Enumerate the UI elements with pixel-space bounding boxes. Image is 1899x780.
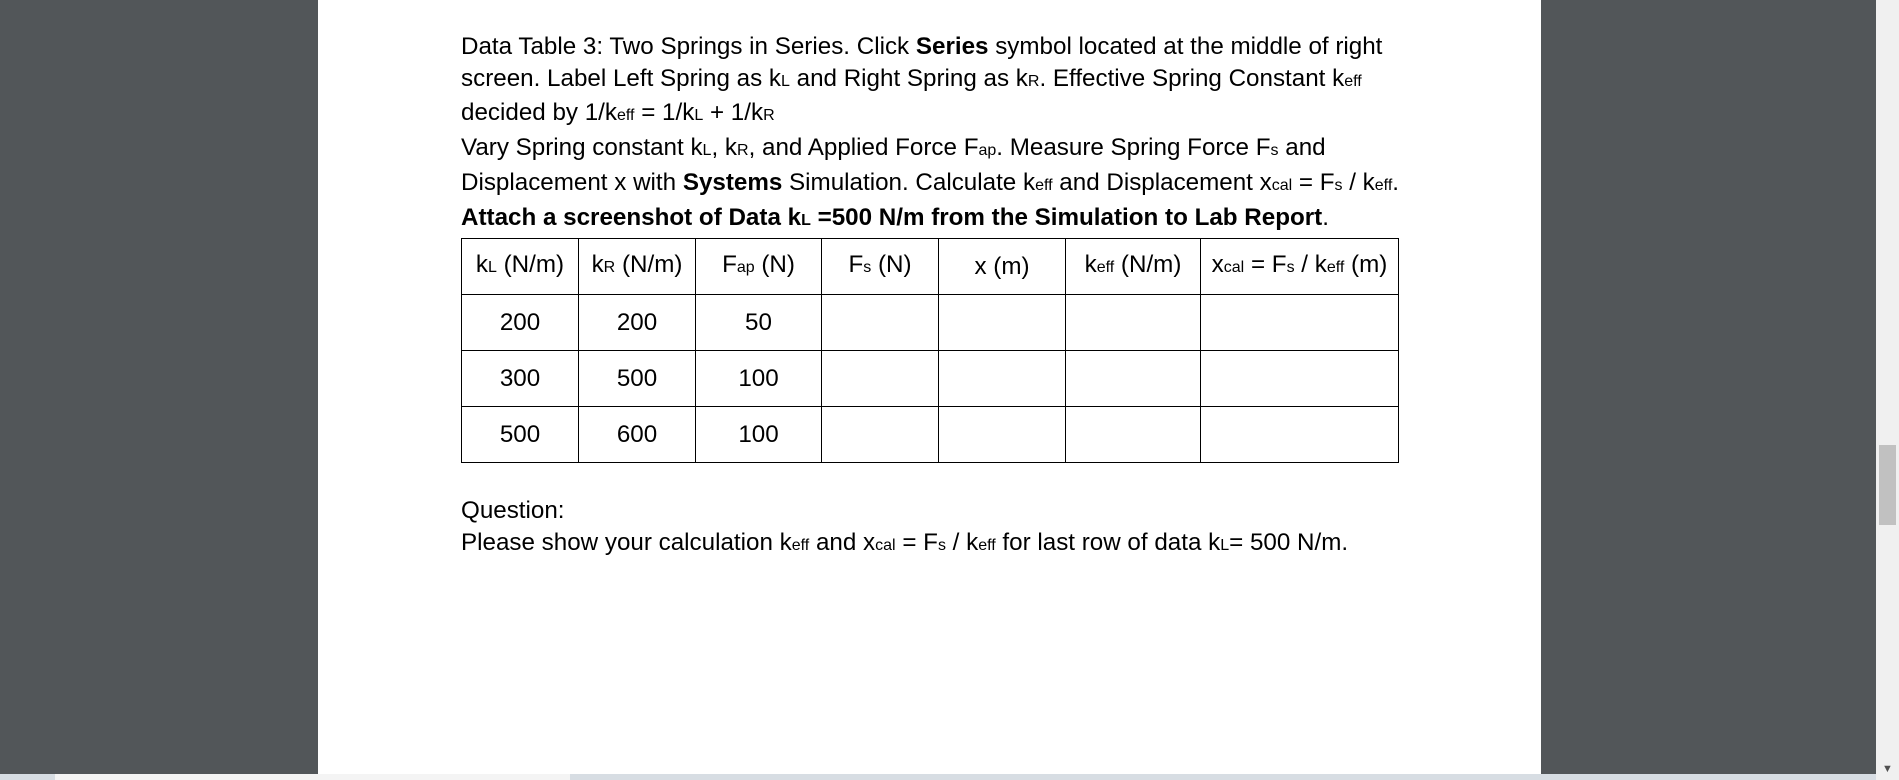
document-content xyxy=(461,31,1441,562)
intro-text: symbol located at the middle of right screen. Label Left Spring as k xyxy=(461,33,1383,92)
attach-text: . xyxy=(1322,203,1329,231)
table-row xyxy=(462,351,1399,407)
question-part: and x xyxy=(809,528,876,556)
cell-x[interactable] xyxy=(939,351,1066,407)
header-xcal: xcal = Fs / keff (m) xyxy=(1201,239,1399,295)
cell-fap: 100 xyxy=(696,407,822,463)
vary-text: / k xyxy=(1342,168,1375,196)
horizontal-scrollbar[interactable] xyxy=(0,774,1876,780)
cell-kr: 600 xyxy=(579,407,696,463)
question-part: / k xyxy=(945,528,979,556)
subscript: R xyxy=(763,107,775,125)
table-row xyxy=(462,295,1399,351)
subscript: L xyxy=(1220,536,1230,554)
vary-text: , and Applied Force F xyxy=(748,134,979,162)
subscript: eff xyxy=(1344,72,1362,90)
subscript: s xyxy=(1270,142,1279,160)
vary-bold-systems: Systems xyxy=(682,168,783,196)
header-keff: keff (N/m) xyxy=(1066,239,1201,295)
subscript: eff xyxy=(1374,176,1393,194)
horizontal-scrollbar-thumb[interactable] xyxy=(55,774,570,780)
vary-text: and Displacement x with xyxy=(461,134,1326,196)
cell-xcal[interactable] xyxy=(1201,351,1399,407)
attach-bold-text: Attach a screenshot of Data k xyxy=(461,203,802,231)
cell-keff[interactable] xyxy=(1066,351,1201,407)
intro-paragraph xyxy=(461,31,1441,132)
subscript: R xyxy=(1027,72,1040,90)
cell-kl: 500 xyxy=(462,407,579,463)
subscript: R xyxy=(737,142,749,160)
subscript: L xyxy=(801,211,811,229)
intro-text: + 1/k xyxy=(703,99,764,127)
subscript: L xyxy=(781,72,790,90)
vary-text: . xyxy=(1392,168,1400,196)
intro-text: decided by 1/k xyxy=(461,99,617,127)
question-part: = F xyxy=(895,528,938,556)
intro-text: = 1/k xyxy=(634,99,695,127)
scroll-down-arrow-icon[interactable]: ▼ xyxy=(1882,763,1893,775)
cell-keff[interactable] xyxy=(1066,407,1201,463)
question-part: = 500 N/m. xyxy=(1229,528,1349,556)
question-part: Please show your calculation k xyxy=(461,528,792,556)
question-text xyxy=(461,527,1441,562)
cell-x[interactable] xyxy=(939,407,1066,463)
header-x: x (m) xyxy=(939,239,1066,295)
cell-fap: 100 xyxy=(696,351,822,407)
vertical-scrollbar[interactable] xyxy=(1876,0,1899,780)
subscript: eff xyxy=(616,107,635,125)
intro-text: Data Table 3: Two Springs in Series. Click xyxy=(461,33,916,60)
subscript: s xyxy=(1334,176,1343,194)
vary-paragraph xyxy=(461,132,1441,201)
subscript: eff xyxy=(978,536,996,554)
subscript: ap xyxy=(978,142,997,160)
cell-xcal[interactable] xyxy=(1201,295,1399,351)
cell-fs[interactable] xyxy=(822,407,939,463)
cell-fap: 50 xyxy=(696,295,822,351)
header-fap: Fap (N) xyxy=(696,239,822,295)
attach-bold-text: =500 N/m from the Simulation to Lab Report xyxy=(810,203,1323,231)
question-part: for last row of data k xyxy=(995,528,1221,556)
table-header-row xyxy=(462,239,1399,295)
vary-text: Simulation. Calculate k xyxy=(782,168,1036,196)
vary-text: Vary Spring constant k xyxy=(461,134,703,162)
vary-text: , k xyxy=(711,134,737,162)
subscript: eff xyxy=(791,536,810,554)
document-page xyxy=(318,0,1541,780)
scrollbar-thumb[interactable] xyxy=(1879,445,1896,525)
header-kr: kR (N/m) xyxy=(579,239,696,295)
subscript: cal xyxy=(1271,176,1293,194)
data-table xyxy=(461,238,1399,463)
subscript: L xyxy=(702,142,712,160)
vary-text: . Measure Spring Force F xyxy=(996,134,1271,162)
intro-text: and Right Spring as k xyxy=(789,64,1028,92)
intro-text: . Effective Spring Constant k xyxy=(1039,64,1345,92)
header-kl: kL (N/m) xyxy=(462,239,579,295)
cell-xcal[interactable] xyxy=(1201,407,1399,463)
subscript: L xyxy=(694,107,704,125)
cell-kl: 300 xyxy=(462,351,579,407)
cell-kr: 500 xyxy=(579,351,696,407)
vary-text: = F xyxy=(1292,168,1335,196)
subscript: cal xyxy=(875,536,896,554)
cell-keff[interactable] xyxy=(1066,295,1201,351)
cell-kr: 200 xyxy=(579,295,696,351)
subscript: s xyxy=(937,536,946,554)
header-fs: Fs (N) xyxy=(822,239,939,295)
attach-instruction xyxy=(461,202,1441,237)
cell-x[interactable] xyxy=(939,295,1066,351)
cell-fs[interactable] xyxy=(822,351,939,407)
subscript: eff xyxy=(1035,176,1053,194)
cell-kl: 200 xyxy=(462,295,579,351)
question-label: Question: xyxy=(461,497,565,525)
table-row xyxy=(462,407,1399,463)
vary-text: and Displacement x xyxy=(1052,168,1272,196)
intro-bold-series: Series xyxy=(915,33,989,60)
cell-fs[interactable] xyxy=(822,295,939,351)
